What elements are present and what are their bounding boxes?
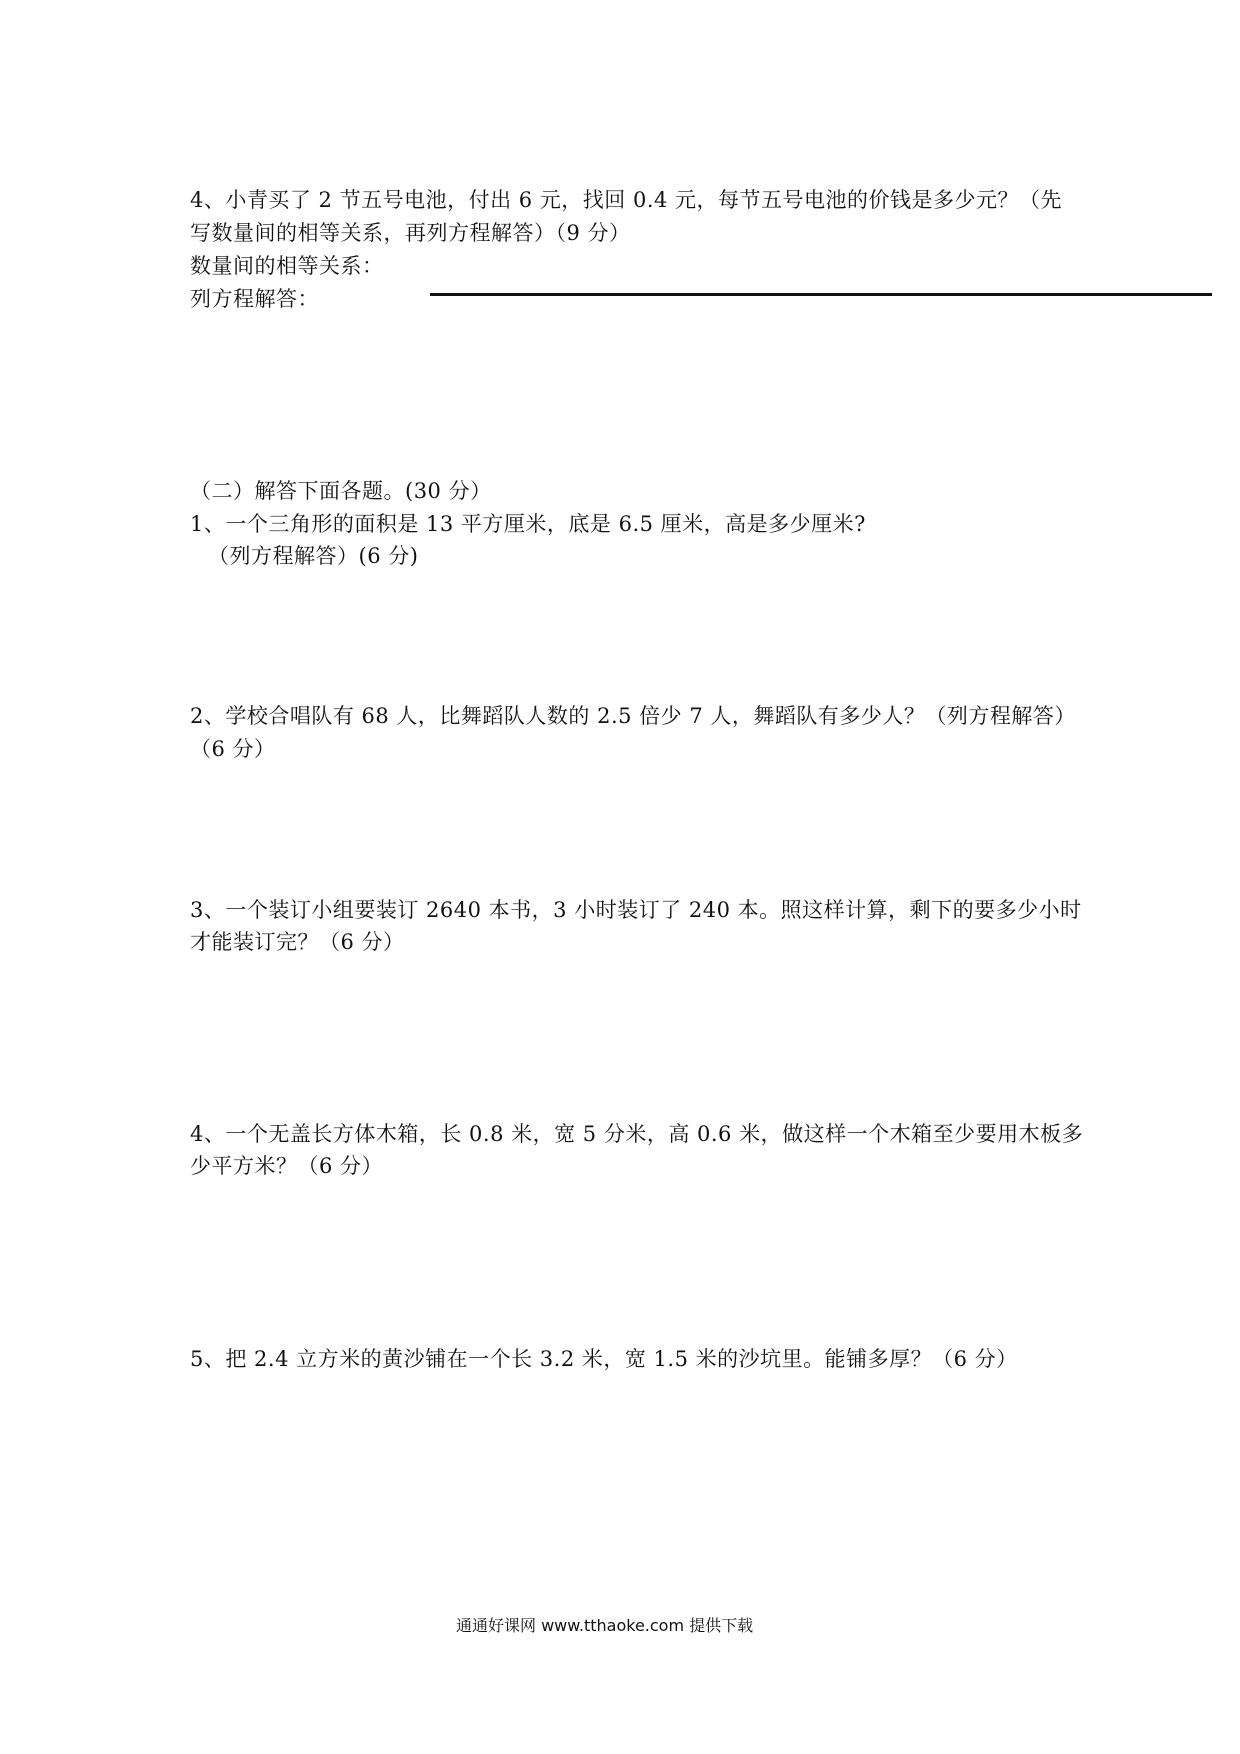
s2-q2-line2: （6 分） [190, 737, 276, 761]
q4-text-line1: 4、小青买了 2 节五号电池，付出 6 元，找回 0.4 元，每节五号电池的价钱是多少元？（先 [190, 188, 1063, 212]
q4-text-line2: 写数量间的相等关系，再列方程解答）（9 分） [190, 221, 631, 245]
s2-q1-line1: 1、一个三角形的面积是 13 平方厘米，底是 6.5 厘米，高是多少厘米? [190, 512, 866, 536]
answer-underline [430, 293, 1212, 296]
s2-q1-line2: （列方程解答）(6 分) [208, 544, 419, 568]
s2-q3-line2: 才能装订完？（6 分） [190, 930, 405, 954]
relation-label: 数量间的相等关系： [190, 254, 384, 278]
equation-label: 列方程解答： [190, 287, 319, 311]
s2-q4-line2: 少平方米？（6 分） [190, 1154, 384, 1178]
s2-q2-line1: 2、学校合唱队有 68 人，比舞蹈队人数的 2.5 倍少 7 人，舞蹈队有多少人？（列方程解答） [190, 704, 1076, 728]
s2-q5-line1: 5、把 2.4 立方米的黄沙铺在一个长 3.2 米，宽 1.5 米的沙坑里。能铺多厚？（6 分） [190, 1347, 1018, 1371]
s2-q4-line1: 4、一个无盖长方体木箱，长 0.8 米，宽 5 分米，高 0.6 米，做这样一个木箱至少要用木板多 [190, 1122, 1084, 1146]
footer-source: 通通好课网 www.tthaoke.com 提供下载 [456, 1616, 754, 1635]
s2-q3-line1: 3、一个装订小组要装订 2640 本书，3 小时装订了 240 本。照这样计算，剩下的要多少小时 [190, 898, 1082, 922]
section2-heading: （二）解答下面各题。(30 分） [190, 479, 492, 503]
